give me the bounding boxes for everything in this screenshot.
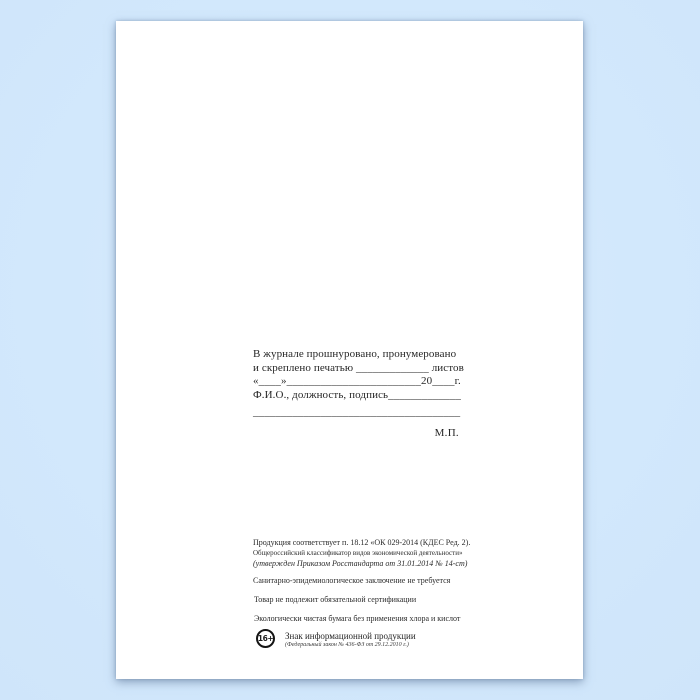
lacing-line-4: Ф.И.О., должность, подпись_____________ <box>253 388 461 401</box>
lacing-line-3: «____»________________________20____г. <box>253 375 461 388</box>
product-compliance-note <box>253 537 470 569</box>
certification-statement: Товар не подлежит обязательной сертификации <box>254 595 417 604</box>
compliance-line-3: (утвержден Приказом Росстандарта от 31.01.2014 № 14-ст) <box>253 559 468 568</box>
age-mark-text <box>285 629 416 650</box>
age-mark-law-reference: (Федеральный закон № 436-ФЗ от 29.12.2010 г.) <box>285 642 409 648</box>
compliance-line-2: Общероссийский классификатор видов экономической деятельности» <box>253 548 463 557</box>
age-rating-row <box>256 629 416 650</box>
lacing-line-2: и скреплено печатью _____________ листов <box>253 361 464 374</box>
signature-rule-line: _____________________________________ <box>253 406 461 419</box>
stamp-place-label: М.П. <box>434 427 459 439</box>
journal-back-page <box>116 21 583 679</box>
eco-paper-statement: Экологически чистая бумага без применения хлора и кислот <box>254 614 461 623</box>
age-16plus-icon: 16+ <box>256 629 275 648</box>
lacing-certification-block <box>253 348 465 420</box>
compliance-line-1: Продукция соответствует п. 18.12 «ОК 029-2014 (КДЕС Ред. 2). <box>253 538 471 547</box>
sanitary-statement: Санитарно-эпидемиологическое заключение не требуется <box>253 576 451 585</box>
age-mark-label: Знак информационной продукции <box>285 631 416 641</box>
lacing-line-1: В журнале прошнуровано, пронумеровано <box>253 348 457 360</box>
